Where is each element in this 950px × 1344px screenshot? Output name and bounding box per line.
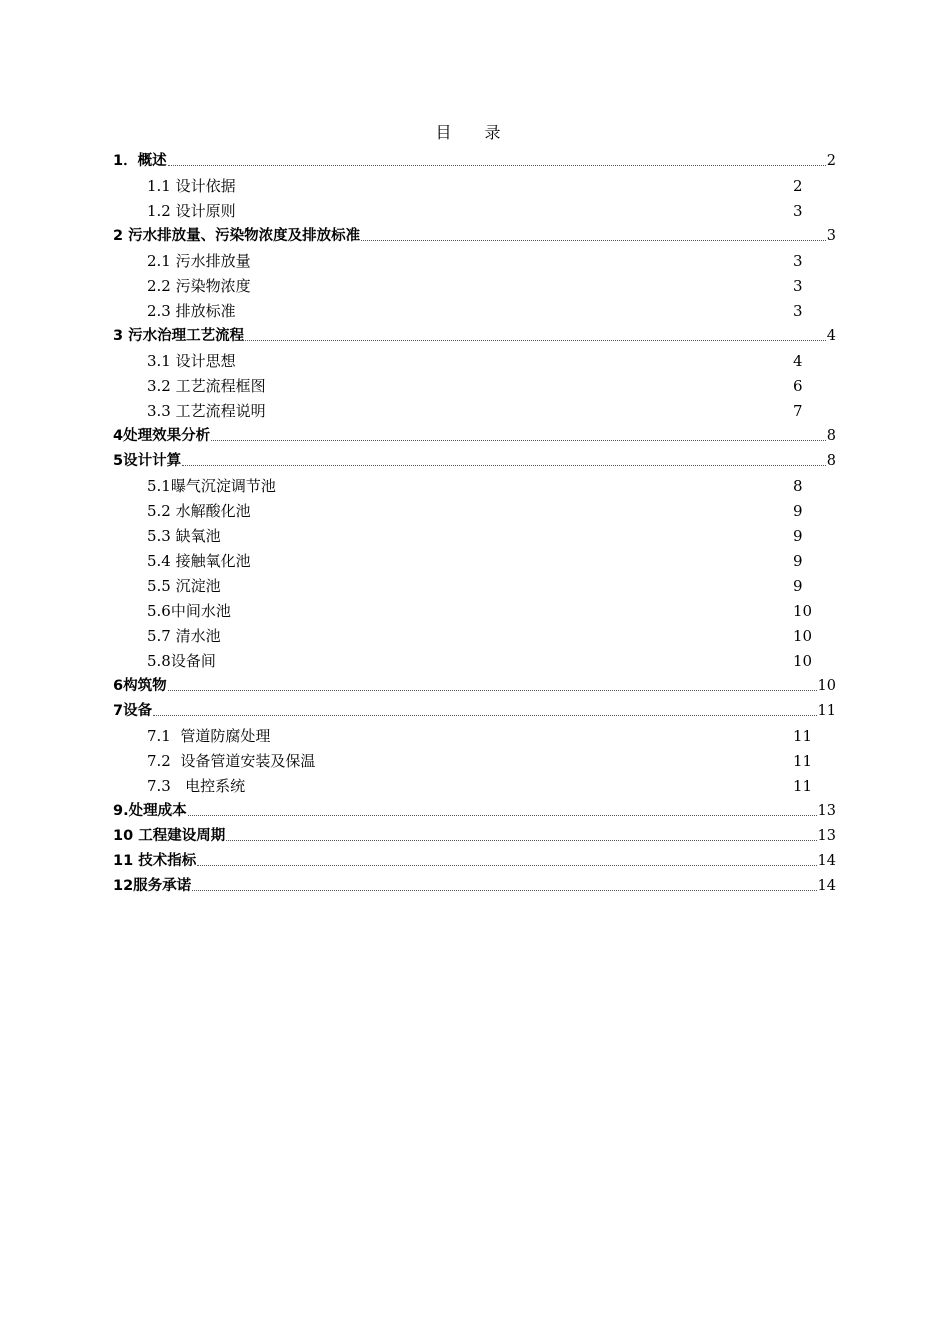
toc-entry-page: 2: [826, 153, 836, 169]
toc-entry-label: 1.2 设计原则: [147, 202, 236, 220]
toc-entry[interactable]: [113, 676, 836, 696]
toc-entry-label: 10 工程建设周期: [113, 828, 226, 844]
toc-entry-page: 8: [793, 477, 803, 495]
dot-leader: [182, 464, 826, 466]
toc-entry[interactable]: [147, 626, 827, 646]
toc-entry-page: 10: [793, 627, 813, 645]
toc-entry-label: 7.1 管道防腐处理: [147, 727, 271, 745]
toc-entry-page: 10: [793, 602, 813, 620]
toc-entry-label: 2.2 污染物浓度: [147, 277, 251, 295]
toc-entry[interactable]: [147, 376, 827, 396]
toc-entry-page: 14: [817, 853, 836, 869]
dot-leader: [245, 339, 826, 341]
toc-entry[interactable]: [147, 776, 827, 796]
toc-entry-page: 10: [817, 678, 836, 694]
toc-entry[interactable]: [147, 176, 827, 196]
toc-entry-page: 13: [817, 803, 836, 819]
toc-entry[interactable]: [147, 251, 827, 271]
dot-leader: [211, 439, 826, 441]
toc-entry[interactable]: [147, 351, 827, 371]
toc-entry-page: 3: [793, 252, 803, 270]
toc-entry[interactable]: [147, 526, 827, 546]
toc-entry[interactable]: [147, 476, 827, 496]
toc-entry-page: 10: [793, 652, 813, 670]
toc-entry-page: 9: [793, 552, 803, 570]
dot-leader: [168, 164, 826, 166]
toc-entry[interactable]: [147, 301, 827, 321]
toc-entry-label: 6构筑物: [113, 678, 167, 694]
dot-leader: [361, 239, 826, 241]
toc-entry-label: 5.2 水解酸化池: [147, 502, 251, 520]
toc-entry-label: 11 技术指标: [113, 853, 197, 869]
toc-entry-page: 11: [793, 777, 813, 795]
toc-entry[interactable]: [147, 651, 827, 671]
toc-entry[interactable]: [147, 751, 827, 771]
toc-entry[interactable]: [147, 601, 827, 621]
toc-entry-label: 1．概述: [113, 153, 167, 169]
toc-entry-label: 2.3 排放标准: [147, 302, 236, 320]
toc-entry-page: 7: [793, 402, 803, 420]
toc-entry-label: 5.4 接触氧化池: [147, 552, 251, 570]
toc-entry-page: 9: [793, 577, 803, 595]
toc-entry[interactable]: [147, 501, 827, 521]
dot-leader: [168, 689, 817, 691]
toc-entry-page: 3: [793, 202, 803, 220]
toc-entry[interactable]: [113, 151, 836, 171]
toc-entry-label: 3.1 设计思想: [147, 352, 236, 370]
toc-entry[interactable]: [113, 876, 836, 896]
toc-entry-label: 5.7 清水池: [147, 627, 221, 645]
toc-entry[interactable]: [113, 801, 836, 821]
toc-entry-label: 5设计计算: [113, 453, 182, 469]
toc-entry[interactable]: [113, 426, 836, 446]
toc-entry-page: 4: [826, 328, 836, 344]
toc-entry-page: 9: [793, 527, 803, 545]
toc-entry-page: 14: [817, 878, 836, 894]
toc-entry-label: 2.1 污水排放量: [147, 252, 251, 270]
dot-leader: [226, 839, 816, 841]
toc-entry[interactable]: [113, 826, 836, 846]
toc-entry-page: 6: [793, 377, 803, 395]
toc-entry[interactable]: [113, 851, 836, 871]
toc-entry[interactable]: [147, 576, 827, 596]
toc-entry[interactable]: [113, 451, 836, 471]
dot-leader: [197, 864, 816, 866]
toc-entry-page: 11: [817, 703, 836, 719]
dot-leader: [192, 889, 816, 891]
toc-entry-page: 11: [793, 727, 813, 745]
dot-leader: [188, 814, 817, 816]
toc-entry[interactable]: [113, 326, 836, 346]
toc-entry-label: 7.2 设备管道安装及保温: [147, 752, 316, 770]
toc-entry-label: 5.8设备间: [147, 652, 216, 670]
toc-entry-page: 3: [826, 228, 836, 244]
toc-entry[interactable]: [147, 726, 827, 746]
toc-entry-label: 3 污水治理工艺流程: [113, 328, 245, 344]
toc-entry-page: 13: [817, 828, 836, 844]
toc-entry-page: 2: [793, 177, 803, 195]
toc-entry-label: 3.3 工艺流程说明: [147, 402, 266, 420]
toc-entry-label: 2 污水排放量、污染物浓度及排放标准: [113, 228, 361, 244]
toc-entry[interactable]: [147, 401, 827, 421]
toc-entry-label: 9.处理成本: [113, 803, 187, 819]
toc-title: 目 录: [435, 123, 515, 142]
toc-entry-label: 5.1曝气沉淀调节池: [147, 477, 276, 495]
toc-entry-label: 5.6中间水池: [147, 602, 231, 620]
toc-entry-page: 8: [826, 428, 836, 444]
dot-leader: [153, 714, 816, 716]
toc-entry-label: 7.3 电控系统: [147, 777, 246, 795]
toc-entry-page: 3: [793, 277, 803, 295]
toc-entry-label: 1.1 设计依据: [147, 177, 236, 195]
toc-entry-page: 3: [793, 302, 803, 320]
toc-entry-page: 11: [793, 752, 813, 770]
toc-entry[interactable]: [113, 226, 836, 246]
toc-entry[interactable]: [147, 551, 827, 571]
toc-entry[interactable]: [147, 201, 827, 221]
toc-entry[interactable]: [113, 701, 836, 721]
toc-entry-page: 8: [826, 453, 836, 469]
toc-entry-label: 5.5 沉淀池: [147, 577, 221, 595]
toc-entry-label: 3.2 工艺流程框图: [147, 377, 266, 395]
toc-entry-page: 9: [793, 502, 803, 520]
toc-entry-label: 12服务承诺: [113, 878, 192, 894]
toc-entry-page: 4: [793, 352, 803, 370]
toc-entry-label: 7设备: [113, 703, 153, 719]
toc-entry[interactable]: [147, 276, 827, 296]
toc-entry-label: 5.3 缺氧池: [147, 527, 221, 545]
toc-entry-label: 4处理效果分析: [113, 428, 211, 444]
